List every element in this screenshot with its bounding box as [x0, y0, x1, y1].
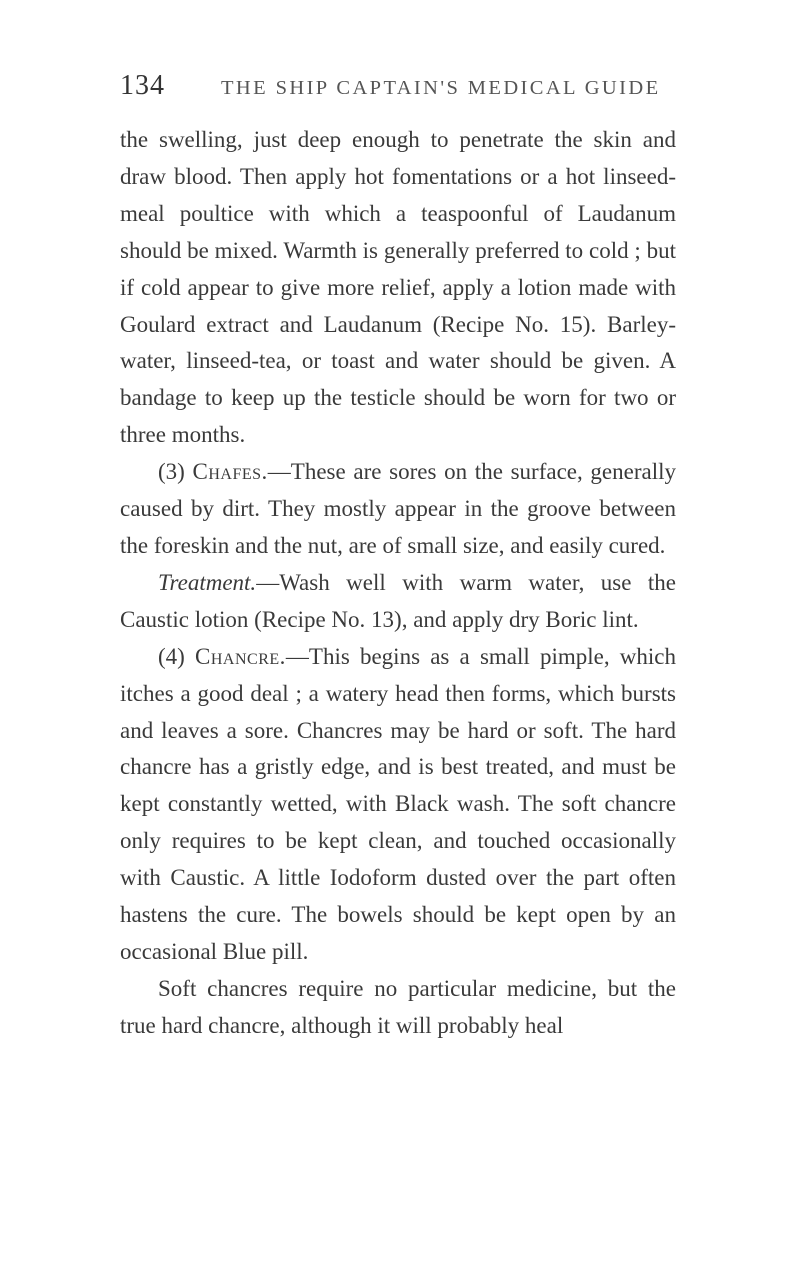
section-heading: Chancre.	[195, 643, 286, 669]
body-text	[120, 122, 676, 1045]
subsection-heading: Treatment.	[158, 569, 257, 595]
paragraph-text: —Wash well with warm water, use the Caustic lotion (Recipe No. 13), and apply dry Boric lint.	[120, 569, 676, 632]
item-number: (3)	[158, 459, 185, 485]
paragraph-text: —This begins as a small pimple, which itches a good deal ; a watery head then forms, which bursts and leaves a sore. Chancres may be hard or soft. The hard chancre has a gristly edge, and is best treated, and must be kept constantly wetted, with Black wash. The soft chancre only requires to be kept clean, and touched occasionally with Caustic. A little Iodoform dusted over the part often hastens the cure. The bowels should be kept open by an occasional Blue pill.	[120, 643, 676, 964]
item-number: (4)	[158, 643, 185, 669]
paragraph-continuation	[120, 122, 676, 454]
paragraph-chancre	[120, 639, 676, 971]
paragraph-text: —These are sores on the surface, generally caused by dirt. They mostly appear in the groove between the foreskin and the nut, are of small size, and easily cured.	[120, 459, 676, 558]
paragraph-soft-chancres	[120, 971, 676, 1045]
paragraph-text: the swelling, just deep enough to penetrate the skin and draw blood. Then apply hot fomentations or a hot linseed-meal poultice with which a teaspoonful of Laudanum should be mixed. Warmth is generally preferred to cold ; but if cold appear to give more relief, apply a lotion made with Goulard extract and Laudanum (Recipe No. 15). Barley-water, linseed-tea, or toast and water should be given. A bandage to keep up the testicle should be worn for two or three months.	[120, 127, 676, 448]
section-heading: Chafes.	[192, 459, 268, 485]
paragraph-chafes	[120, 454, 676, 565]
paragraph-treatment	[120, 565, 676, 639]
paragraph-text: Soft chancres require no particular medicine, but the true hard chancre, although it will probably heal	[120, 975, 676, 1038]
running-title: THE SHIP CAPTAIN'S MEDICAL GUIDE	[221, 77, 661, 99]
running-header	[120, 70, 720, 102]
page-number: 134	[120, 70, 165, 101]
